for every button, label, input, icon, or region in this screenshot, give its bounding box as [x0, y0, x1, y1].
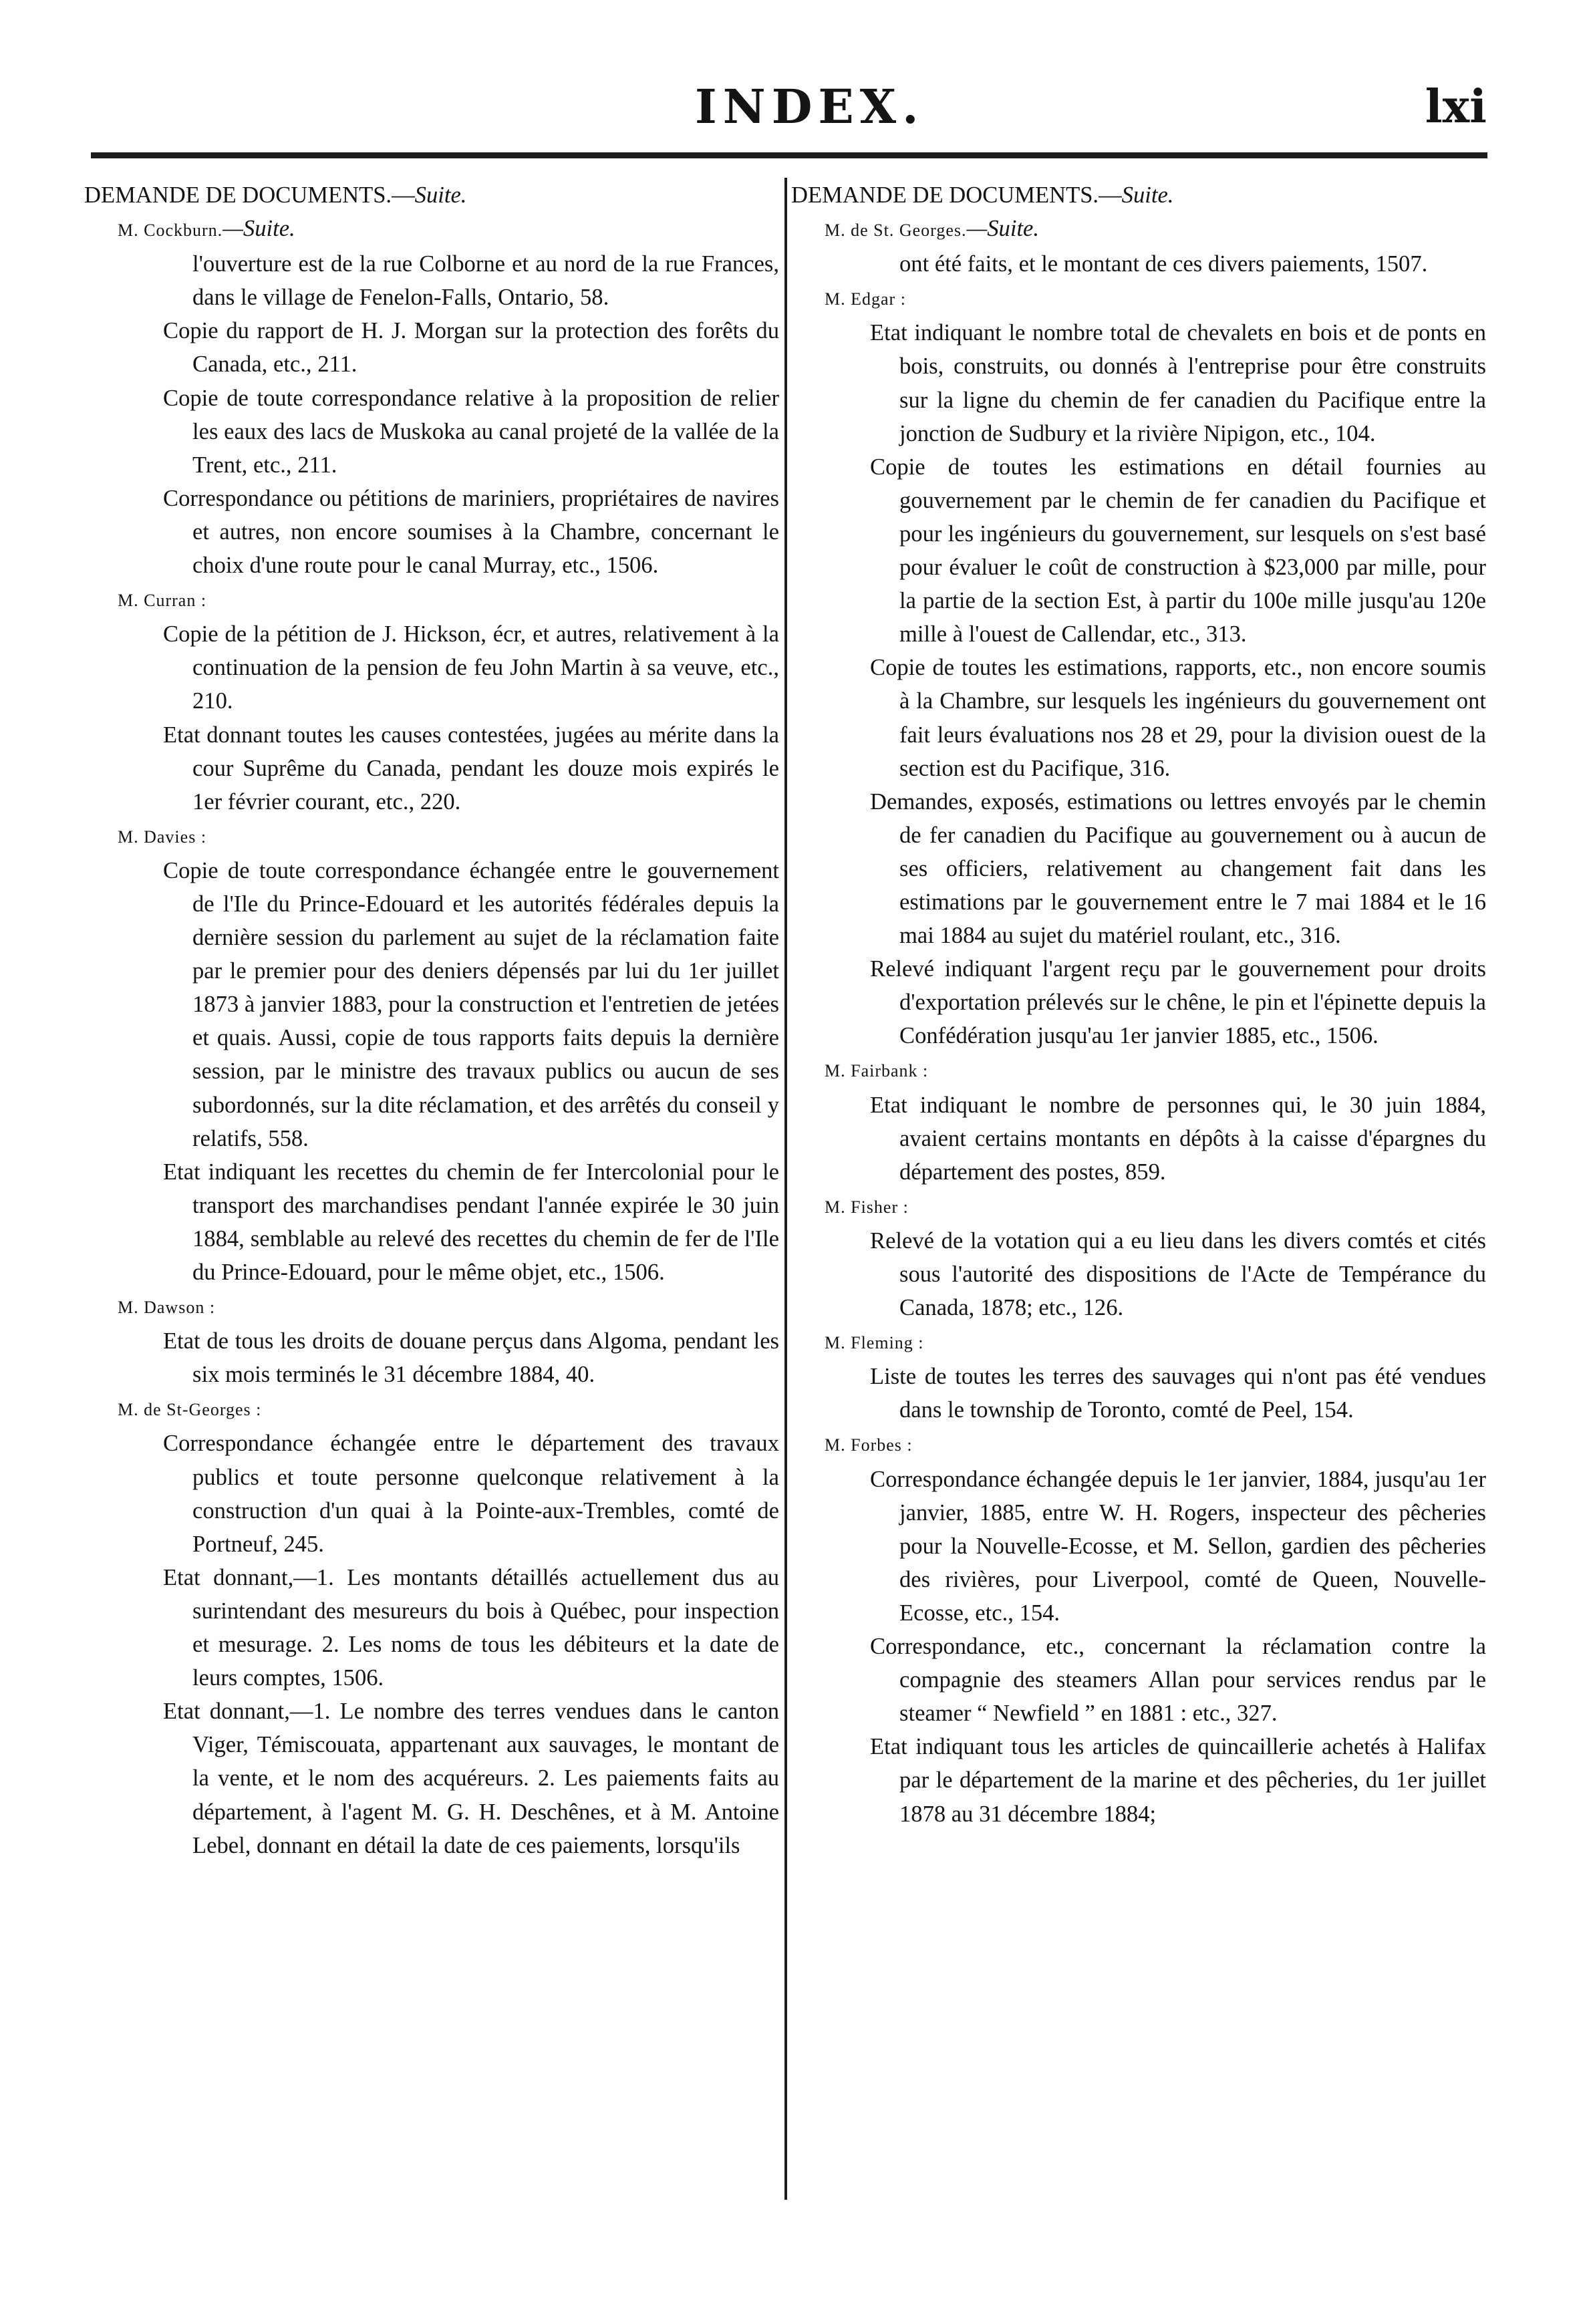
- index-entry: Etat de tous les droits de douane perçus dans Algoma, pendant les six mois terminés le 31 décembre 1884, 40.: [163, 1328, 779, 1388]
- index-entry: Copie de la pétition de J. Hickson, écr, et autres, relativement à la continuation de la pension de feu John Martin à sa veuve, etc., 210.: [163, 621, 779, 714]
- section-suite: Suite.: [414, 182, 467, 208]
- index-entry: Etat donnant toutes les causes contestées, jugées au mérite dans la cour Suprême du Canada, pendant les douze mois expirés le 1er février courant, etc., 220.: [163, 722, 779, 815]
- index-entry: Liste de toutes les terres des sauvages qui n'ont pas été vendues dans le township de Toronto, comté de Peel, 154.: [870, 1364, 1486, 1423]
- member-name: M. de St. Georges.: [825, 221, 967, 241]
- right-column: [791, 178, 1486, 1831]
- section-heading: [791, 178, 1486, 212]
- index-entry: Demandes, exposés, estimations ou lettres envoyés par le chemin de fer canadien du Pacifique au gouvernement ou à aucun de ses officiers, relativement au changement fait dans les estimations par le gouvernement entre le 7 mai 1884 et le 16 mai 1884 au sujet du matériel roulant, etc., 316.: [870, 788, 1486, 949]
- member-name: M. Davies :: [118, 827, 207, 847]
- index-entry: Relevé de la votation qui a eu lieu dans les divers comtés et cités sous l'autorité des dispositions de l'Acte de Tempérance du Canada, 1878; etc., 126.: [870, 1227, 1486, 1321]
- section-suite: Suite.: [1121, 182, 1174, 208]
- index-entry: Copie du rapport de H. J. Morgan sur la protection des forêts du Canada, etc., 211.: [163, 318, 779, 378]
- index-entry: Etat indiquant les recettes du chemin de fer Intercolonial pour le transport des marchandises pendant l'année expirée le 30 juin 1884, semblable au relevé des recettes du chemin de fer de l'Ile du Prince-Edouard, pour le même objet, etc., 1506.: [163, 1159, 779, 1285]
- header-rule: [91, 152, 1487, 158]
- member-name: M. Cockburn.: [118, 221, 223, 241]
- member-name: M. Curran :: [118, 591, 207, 611]
- member-heading: [825, 212, 1486, 247]
- index-entry: Etat donnant,—1. Les montants détaillés actuellement dus au surintendant des mesureurs du bois à Québec, pour inspection et mesurage. 2. Les noms de tous les débiteurs et la date de leurs comptes, 1506.: [163, 1564, 779, 1691]
- member-heading: [825, 281, 1486, 316]
- index-entry: Copie de toute correspondance échangée entre le gouvernement de l'Ile du Prince-Edouard et les autorités fédérales depuis la dernière session du parlement au sujet de la réclamation faite par le premier pour des deniers dépensés par lui du 1er juillet 1873 à janvier 1883, pour la construction et l'entretien de jetées et quais. Aussi, copie de tous rapports faits depuis la dernière session, par le ministre des travaux publics ou aucun de ses subordonnés, sur la dite réclamation, et des arrêtés du conseil y relatifs, 558.: [163, 857, 779, 1151]
- member-heading: [118, 582, 779, 617]
- member-name: M. Fairbank :: [825, 1061, 929, 1081]
- page-title: INDEX.: [695, 79, 925, 134]
- section-title: DEMANDE DE DOCUMENTS.—: [791, 182, 1122, 208]
- member-heading: [118, 819, 779, 854]
- member-suite: —Suite.: [966, 216, 1040, 242]
- member-name: M. Edgar :: [825, 289, 906, 309]
- left-column: [84, 178, 779, 1862]
- index-entry-continued: ont été faits, et le montant de ces divers paiements, 1507.: [899, 251, 1428, 277]
- index-entry: Correspondance échangée depuis le 1er janvier, 1884, jusqu'au 1er janvier, 1885, entre W. H. Rogers, inspecteur des pêcheries pour la Nouvelle-Ecosse, et M. Sellon, gardien des pêcheries des rivières, pour Liverpool, comté de Queen, Nouvelle-Ecosse, etc., 154.: [870, 1466, 1486, 1626]
- member-name: M. de St-Georges :: [118, 1400, 262, 1420]
- member-name: M. Forbes :: [825, 1435, 913, 1455]
- index-entry: Copie de toutes les estimations en détail fournies au gouvernement par le chemin de fer canadien du Pacifique et pour les ingénieurs du gouvernement, sur lesquels on s'est basé pour évaluer le coût de construction à $23,000 par mille, pour la partie de la section Est, à partir du 100e mille jusqu'au 120e mille à l'ouest de Callendar, etc., 313.: [870, 454, 1486, 647]
- page-number: lxi: [1425, 80, 1487, 134]
- section-title: DEMANDE DE DOCUMENTS.—: [84, 182, 415, 208]
- page-header: [0, 0, 1595, 154]
- section-heading: [84, 178, 779, 212]
- index-entry: Etat donnant,—1. Le nombre des terres vendues dans le canton Viger, Témiscouata, appartenant aux sauvages, le montant de la vente, et le nom des acquéreurs. 2. Les paiements faits au département, à l'agent M. G. H. Deschênes, et à M. Antoine Lebel, donnant en détail la date de ces paiements, lorsqu'ils: [163, 1699, 779, 1858]
- index-entry: Etat indiquant tous les articles de quincaillerie achetés à Halifax par le département de la marine et des pêcheries, du 1er juillet 1878 au 31 décembre 1884;: [870, 1734, 1486, 1827]
- index-entry: Correspondance ou pétitions de mariniers, propriétaires de navires et autres, non encore soumises à la Chambre, concernant le choix d'une route pour le canal Murray, etc., 1506.: [163, 485, 779, 579]
- index-entry: Copie de toute correspondance relative à la proposition de relier les eaux des lacs de Muskoka au canal projeté de la vallée de la Trent, etc., 211.: [163, 385, 779, 478]
- index-entry: Correspondance échangée entre le département des travaux publics et toute personne quelconque relativement à la construction d'un quai à la Pointe-aux-Trembles, comté de Portneuf, 245.: [163, 1431, 779, 1557]
- index-entry-continued: l'ouverture est de la rue Colborne et au nord de la rue Frances, dans le village de Fenelon-Falls, Ontario, 58.: [192, 251, 779, 311]
- member-suite: —Suite.: [223, 216, 295, 242]
- index-entry: Correspondance, etc., concernant la réclamation contre la compagnie des steamers Allan pour services rendus par le steamer “ Newfield ” en 1881 : etc., 327.: [870, 1634, 1486, 1727]
- member-name: M. Fisher :: [825, 1197, 909, 1217]
- member-heading: [825, 1189, 1486, 1224]
- member-heading: [118, 212, 779, 247]
- member-heading: [118, 1289, 779, 1324]
- member-heading: [118, 1391, 779, 1427]
- index-entry: Etat indiquant le nombre total de chevalets en bois et de ponts en bois, construits, ou donnés à l'entreprise pour être construits sur la ligne du chemin de fer canadien du Pacifique entre la jonction de Sudbury et la rivière Nipigon, etc., 104.: [870, 320, 1486, 446]
- member-name: M. Fleming :: [825, 1333, 924, 1353]
- member-heading: [825, 1052, 1486, 1088]
- member-name: M. Dawson :: [118, 1298, 216, 1318]
- index-entry: Copie de toutes les estimations, rapports, etc., non encore soumis à la Chambre, sur lesquels les ingénieurs du gouvernement ont fait leurs évaluations nos 28 et 29, pour la division ouest de la section est du Pacifique, 316.: [870, 655, 1486, 781]
- member-heading: [825, 1427, 1486, 1462]
- index-entry: Relevé indiquant l'argent reçu par le gouvernement pour droits d'exportation prélevés sur le chêne, le pin et l'épinette depuis la Confédération jusqu'au 1er janvier 1885, etc., 1506.: [870, 956, 1486, 1049]
- index-entry: Etat indiquant le nombre de personnes qui, le 30 juin 1884, avaient certains montants en dépôts à la caisse d'épargnes du département des postes, 859.: [870, 1092, 1486, 1185]
- member-heading: [825, 1324, 1486, 1360]
- column-divider: [784, 178, 787, 2200]
